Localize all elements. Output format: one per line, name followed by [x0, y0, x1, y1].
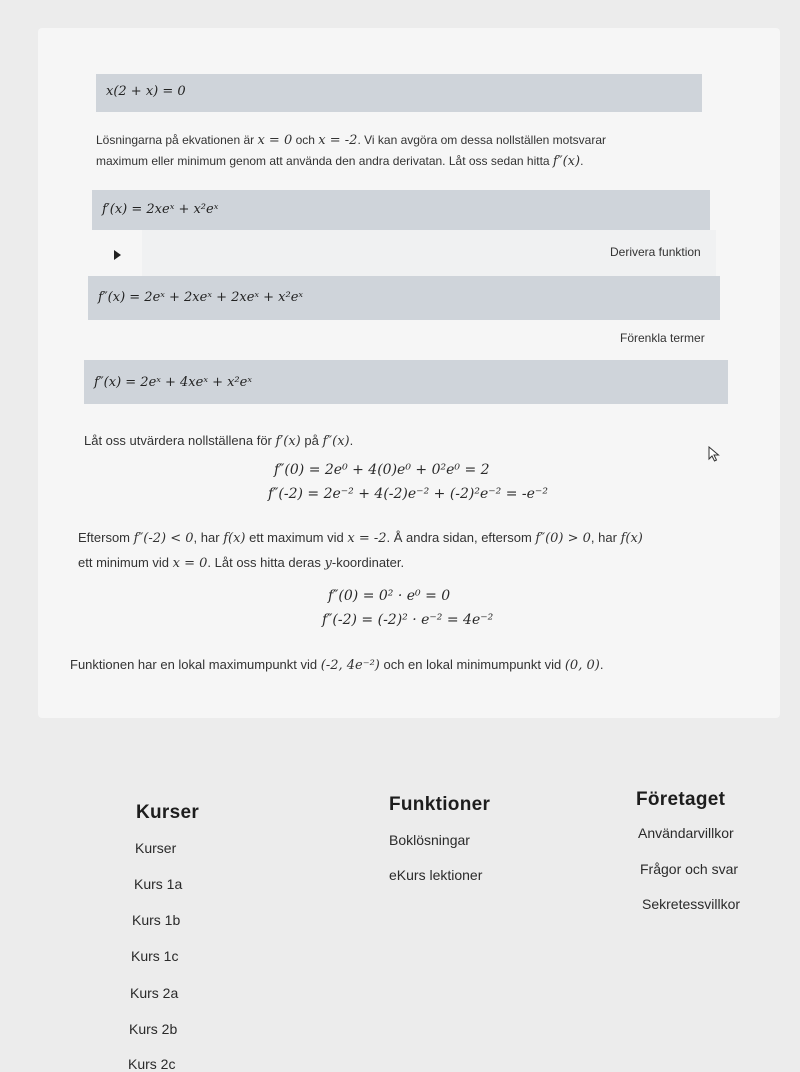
- footer-link[interactable]: Frågor och svar: [640, 861, 739, 877]
- footer-heading-funktioner: Funktioner: [389, 794, 491, 815]
- equation-text: f″(x) = 2eˣ + 4xeˣ + x²eˣ: [94, 375, 252, 390]
- paragraph-max-min: Eftersom f″(-2) < 0, har f(x) ett maximum vid x = -2. Å andra sidan, eftersom f″(0) > 0, har f(x) ett minimum vid x = 0. Låt oss hitta deras y-koordinater.: [78, 530, 643, 571]
- equation-box: [88, 276, 720, 320]
- equation-text: x(2 + x) = 0: [106, 84, 186, 99]
- equation-box: [84, 360, 728, 404]
- footer-link[interactable]: Kurs 2b: [129, 1021, 178, 1037]
- yvalue-line: f″(-2) = (-2)² · e⁻² = 4e⁻²: [322, 612, 494, 628]
- footer-link[interactable]: Kurs 2c: [128, 1056, 176, 1072]
- footer: [0, 720, 800, 1067]
- footer-link[interactable]: Användarvillkor: [638, 825, 734, 841]
- paragraph-solutions: Lösningarna på ekvationen är x = 0 och x = -2. Vi kan avgöra om dessa nollställen motsvarar maximum eller minimum genom att använda den andra derivatan. Låt oss sedan hitta f″(x).: [96, 133, 607, 169]
- footer-link[interactable]: Kurs 1c: [131, 948, 179, 964]
- footer-link[interactable]: Kurs 2a: [130, 985, 179, 1001]
- footer-heading-foretaget: Företaget: [636, 789, 726, 810]
- equation-text: f″(x) = 2eˣ + 2xeˣ + 2xeˣ + x²eˣ: [98, 290, 304, 305]
- yvalue-line: f″(0) = 0² · e⁰ = 0: [328, 588, 451, 604]
- equation-text: f′(x) = 2xeˣ + x²eˣ: [102, 202, 219, 217]
- footer-link[interactable]: Kurser: [135, 840, 177, 856]
- equation-box: [96, 74, 702, 112]
- step-toggle-row[interactable]: [92, 230, 716, 276]
- paragraph-evaluate: Låt oss utvärdera nollställena för f′(x) på f″(x).: [84, 433, 354, 449]
- expand-arrow-icon[interactable]: [114, 250, 121, 260]
- step-label-derivera: Derivera funktion: [610, 245, 701, 259]
- footer-heading-kurser: Kurser: [136, 802, 200, 823]
- evaluation-line: f″(0) = 2e⁰ + 4(0)e⁰ + 0²e⁰ = 2: [274, 462, 490, 478]
- footer-link[interactable]: Kurs 1b: [132, 912, 181, 928]
- mouse-cursor-icon: [708, 446, 720, 462]
- footer-link[interactable]: eKurs lektioner: [389, 867, 483, 883]
- step-label-forenkla: Förenkla termer: [620, 331, 705, 345]
- paragraph-conclusion: Funktionen har en lokal maximumpunkt vid (-2, 4e⁻²) och en lokal minimumpunkt vid (0, 0).: [70, 657, 604, 673]
- footer-link[interactable]: Kurs 1a: [134, 876, 183, 892]
- evaluation-line: f″(-2) = 2e⁻² + 4(-2)e⁻² + (-2)²e⁻² = -e⁻²: [268, 486, 548, 502]
- footer-link[interactable]: Boklösningar: [389, 832, 470, 848]
- equation-box: [92, 190, 710, 230]
- footer-link[interactable]: Sekretessvillkor: [642, 896, 741, 912]
